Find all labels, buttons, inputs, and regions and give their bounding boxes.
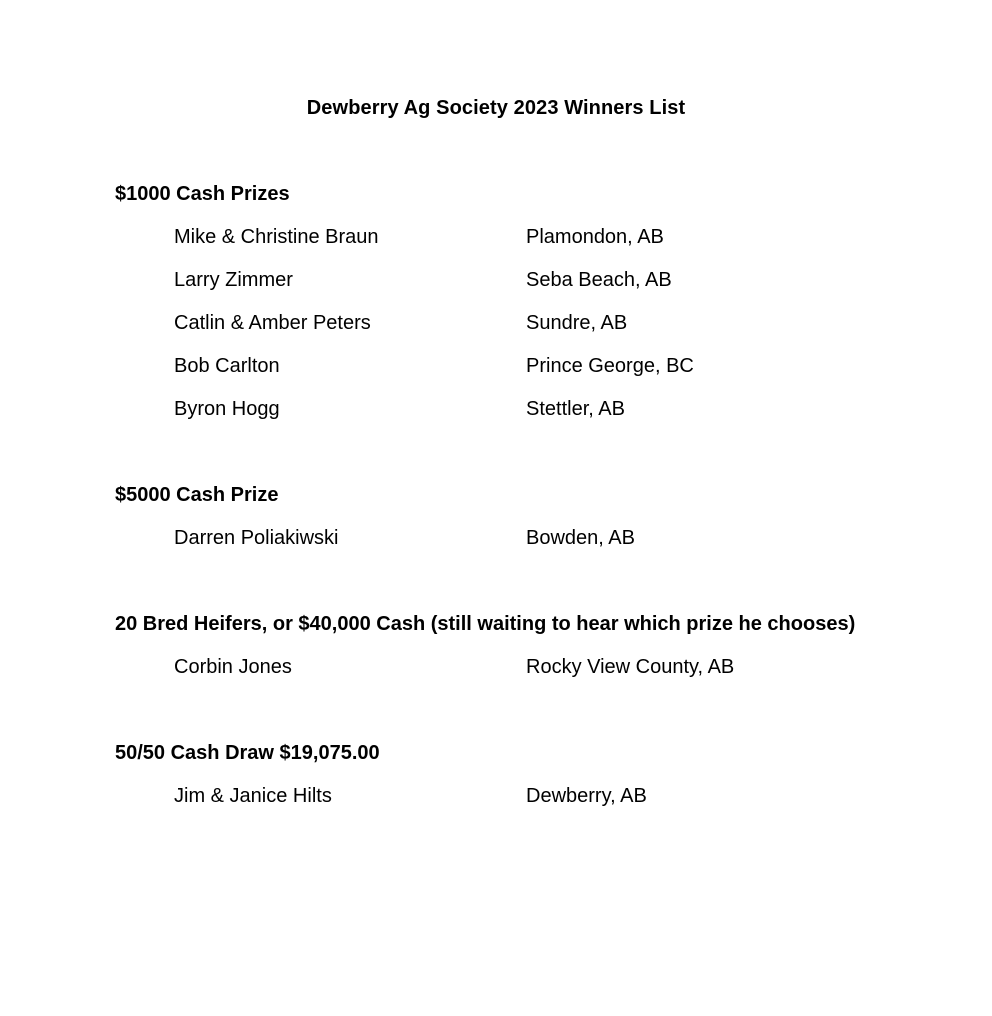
- winner-name: Corbin Jones: [174, 656, 292, 678]
- winner-row: [0, 396, 992, 422]
- section-heading-bred-heifers: 20 Bred Heifers, or $40,000 Cash (still waiting to hear which prize he chooses): [115, 613, 856, 635]
- winner-row: [0, 353, 992, 379]
- winner-name: Byron Hogg: [174, 398, 280, 420]
- winner-name: Darren Poliakiwski: [174, 527, 339, 549]
- winner-location: Sundre, AB: [526, 312, 628, 334]
- winner-row: [0, 310, 992, 336]
- winner-location: Rocky View County, AB: [526, 656, 735, 678]
- winner-row: [0, 525, 992, 551]
- winner-location: Dewberry, AB: [526, 785, 647, 807]
- winner-name: Bob Carlton: [174, 355, 280, 377]
- winner-row: [0, 783, 992, 809]
- winner-name: Jim & Janice Hilts: [174, 785, 332, 807]
- section-heading-5000-cash-prize: $5000 Cash Prize: [115, 484, 279, 506]
- section-heading-1000-cash-prizes: $1000 Cash Prizes: [115, 183, 290, 205]
- winner-name: Mike & Christine Braun: [174, 226, 379, 248]
- winner-row: [0, 654, 992, 680]
- winner-location: Bowden, AB: [526, 527, 635, 549]
- document-title: Dewberry Ag Society 2023 Winners List: [306, 97, 686, 119]
- winner-location: Prince George, BC: [526, 355, 694, 377]
- winner-location: Stettler, AB: [526, 398, 625, 420]
- winner-location: Plamondon, AB: [526, 226, 664, 248]
- winner-row: [0, 224, 992, 250]
- winner-name: Larry Zimmer: [174, 269, 293, 291]
- section-heading-50-50-cash-draw: 50/50 Cash Draw $19,075.00: [115, 742, 380, 764]
- winner-row: [0, 267, 992, 293]
- winner-location: Seba Beach, AB: [526, 269, 672, 291]
- winner-name: Catlin & Amber Peters: [174, 312, 371, 334]
